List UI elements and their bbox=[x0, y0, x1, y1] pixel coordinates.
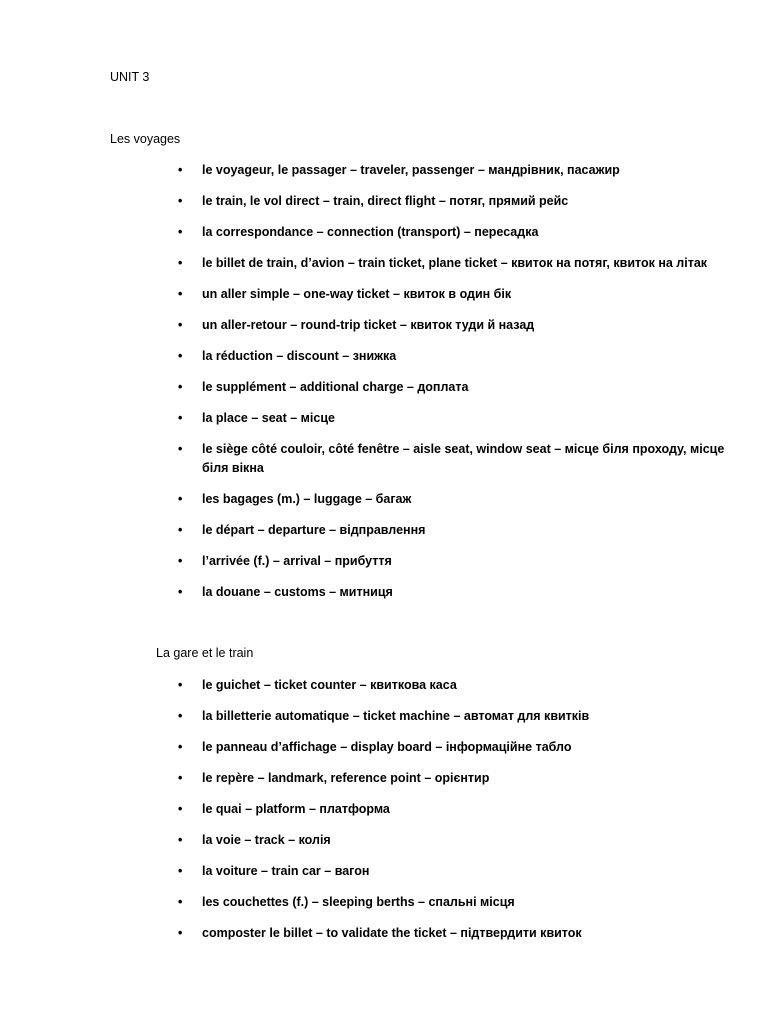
list-item: • le panneau d’affichage – display board – інформаційне табло bbox=[176, 738, 736, 757]
list-item: • l’arrivée (f.) – arrival – прибуття bbox=[176, 552, 736, 571]
vocab-list-les-voyages bbox=[176, 161, 736, 614]
list-item: • la voie – track – колія bbox=[176, 831, 736, 850]
list-item: • le quai – platform – платформа bbox=[176, 800, 736, 819]
list-item: • composter le billet – to validate the ticket – підтвердити квиток bbox=[176, 924, 736, 943]
list-item: • les bagages (m.) – luggage – багаж bbox=[176, 490, 736, 509]
list-item: • la voiture – train car – вагон bbox=[176, 862, 736, 881]
list-item: • la billetterie automatique – ticket machine – автомат для квитків bbox=[176, 707, 736, 726]
list-item: • la place – seat – місце bbox=[176, 409, 736, 428]
vocab-list-la-gare-et-le-train bbox=[176, 676, 736, 955]
list-item: • le repère – landmark, reference point – орієнтир bbox=[176, 769, 736, 788]
list-item: • le billet de train, d’avion – train ticket, plane ticket – квиток на потяг, квиток на літак bbox=[176, 254, 736, 273]
section-title-la-gare-et-le-train: La gare et le train bbox=[156, 646, 254, 660]
list-item: • la réduction – discount – знижка bbox=[176, 347, 736, 366]
list-item: • les couchettes (f.) – sleeping berths – спальні місця bbox=[176, 893, 736, 912]
list-item: • le voyageur, le passager – traveler, passenger – мандрівник, пасажир bbox=[176, 161, 736, 180]
section-title-les-voyages: Les voyages bbox=[110, 132, 181, 146]
list-item: • le train, le vol direct – train, direct flight – потяг, прямий рейс bbox=[176, 192, 736, 211]
list-item: • le supplément – additional charge – доплата bbox=[176, 378, 736, 397]
list-item: • la douane – customs – митниця bbox=[176, 583, 736, 602]
list-item: • un aller-retour – round-trip ticket – квиток туди й назад bbox=[176, 316, 736, 335]
list-item: • le guichet – ticket counter – квиткова каса bbox=[176, 676, 736, 695]
list-item: • le siège côté couloir, côté fenêtre – aisle seat, window seat – місце біля проходу, місце біля вікна bbox=[176, 440, 736, 478]
list-item: • la correspondance – connection (transport) – пересадка bbox=[176, 223, 736, 242]
list-item: • le départ – departure – відправлення bbox=[176, 521, 736, 540]
list-item: • un aller simple – one-way ticket – квиток в один бік bbox=[176, 285, 736, 304]
unit-title: UNIT 3 bbox=[110, 70, 150, 84]
